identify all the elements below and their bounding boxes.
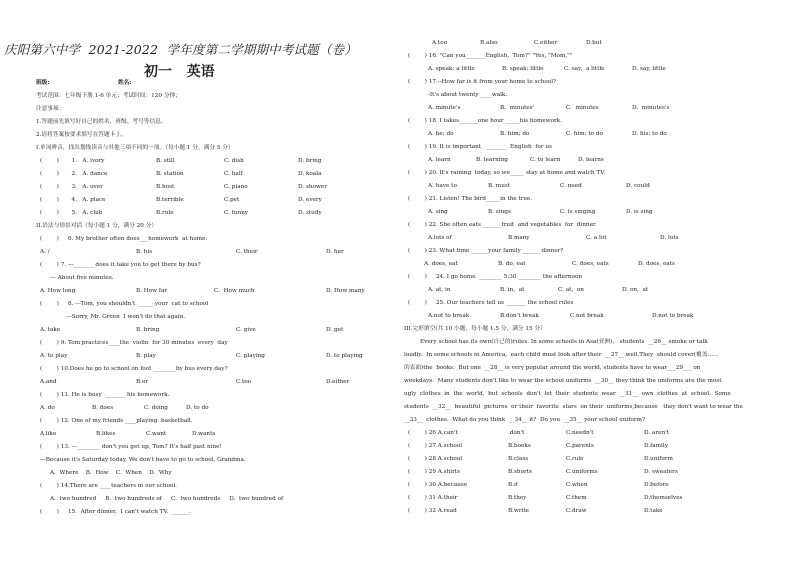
option-text: D.family — [644, 443, 668, 449]
option-text: D. lots — [660, 235, 679, 241]
option-text: D.wants — [192, 431, 216, 437]
line-text: ( ) 3. A. over — [40, 184, 103, 190]
option-text: D. to do — [186, 405, 209, 411]
line-text: —Because it's Saturday today. We don't have to go to school, Grandma. — [40, 457, 246, 463]
line-text: ( ) 16. "Can you_______English, Tom?" "Yes, "Mom,"" — [408, 53, 573, 59]
option-text: B.or — [136, 379, 149, 385]
option-text: B.terrible — [156, 197, 184, 203]
line-text: A. How long — [40, 288, 76, 294]
option-text: D.before — [644, 482, 669, 488]
line-text: ( ) 30 A.because — [408, 482, 468, 488]
option-text: D. learns — [578, 157, 604, 163]
line-text: A.too — [432, 40, 448, 46]
line-text: ( ) 23. What time ______your family ______ dinner? — [408, 248, 564, 254]
line-text: A. have to — [428, 183, 457, 189]
line-text: A. / — [40, 249, 50, 255]
exam-subtitle: 初一 英语 — [144, 64, 215, 80]
line-text: ( ) 1. A. ivory — [40, 158, 105, 164]
line-text: A.lots of — [428, 235, 452, 241]
line-text: A. two hundred B. two hundreds of C. two hundreds D. two hundred of — [50, 496, 284, 502]
option-text: D.either — [326, 379, 350, 385]
option-text: C.when — [566, 482, 588, 488]
line-text: 注意事项： — [36, 106, 65, 112]
line-text: ( ) 8. ---Tom, you shouldn't _____ your cat to school — [40, 301, 209, 307]
line-text: ( ) 29 A.shirts — [408, 469, 460, 475]
option-text: D. study — [298, 210, 322, 216]
option-text: D.but — [586, 40, 602, 46]
line-text: ( ) 2. A. dance — [40, 171, 108, 177]
line-text: I.单词辨音，找出划线读音与其他三项不同的一项。（每小题 1 分，满分 5 分） — [36, 145, 234, 151]
option-text: D. get — [326, 327, 344, 333]
line-text: weekdays. Many students don't like to wear the school uniforms __30__ they think the uniforms are the most — [404, 378, 722, 384]
option-text: C.parents — [566, 443, 594, 449]
line-text: ( ) 18. I takes ______one hour _____his homework. — [408, 118, 562, 124]
option-text: C.not break — [570, 313, 604, 319]
option-text: B. does — [92, 405, 114, 411]
option-text: B. him; do — [500, 131, 530, 137]
option-text: C.either — [534, 40, 558, 46]
option-text: B. minutes' — [500, 105, 535, 111]
line-text: students __32__ beautiful pictures or their favorite stars on their uniforms,because they don't want to wear the — [404, 404, 743, 410]
line-text: A.not to break — [428, 313, 470, 319]
option-text: C. dish — [224, 158, 244, 164]
option-text: B.books — [508, 443, 531, 449]
line-text: 1.答题前先填写好自己的姓名、班级、考号等信息。 — [36, 119, 167, 125]
option-text: C. him; to do — [566, 131, 603, 137]
option-text: D. How many — [326, 288, 365, 294]
option-text: B. still — [156, 158, 175, 164]
option-text: B.host — [156, 184, 175, 190]
option-text: B.don't break — [500, 313, 539, 319]
option-text: D. her — [326, 249, 344, 255]
line-text: A. does, eat — [424, 261, 458, 267]
line-text: ugly clothes in the world, but schools don't let their students wear __31__ own clothes at school. Some — [404, 391, 731, 397]
option-text: D. sweaters — [644, 469, 678, 475]
line-text: ( ) 27 A.school — [408, 443, 463, 449]
line-text: ( ) 13. —________ don't you get up, Tom? It's half past nine! — [40, 444, 222, 450]
line-text: 的表面)the books. But one __28__ is very popular around the world, students have to wear___29___ on — [404, 365, 701, 371]
line-text: II.语法与情景对话（每小题 1 分，满分 20 分） — [36, 223, 158, 229]
line-text: ( ) 17.--How far is it from your home to school? — [408, 79, 557, 85]
option-text: D. his; to do — [632, 131, 667, 137]
option-text: B.rule — [156, 210, 174, 216]
line-text: __33__ clothes. What do you think __34__ it? Do you __35__ your school uniform? — [404, 417, 646, 423]
option-text: D. koala — [298, 171, 322, 177]
option-text: C.too — [236, 379, 252, 385]
line-text: A. he; do — [428, 131, 454, 137]
line-text: 2.请将答案按要求填写在答题卡上。 — [36, 132, 127, 138]
option-text: D. shower — [298, 184, 327, 190]
option-text: B. must — [488, 183, 511, 189]
line-text: -It's about twenty ____walk. — [428, 92, 508, 98]
option-text: B.also — [480, 40, 498, 46]
option-text: .don't — [508, 430, 525, 436]
line-text: ( ) 32 A.read — [408, 508, 457, 514]
option-text: D. does, eats — [638, 261, 675, 267]
line-text: ( ) 6. My brother often does___homework at home. — [40, 236, 208, 242]
option-text: B. learning — [476, 157, 508, 163]
option-text: D. to playing — [326, 353, 363, 359]
option-text: B.class — [508, 456, 529, 462]
line-text: A. at, in — [428, 287, 451, 293]
line-text: ( ) 7. ---_______ does it take you to get there by bus? — [40, 262, 201, 268]
option-text: C.needn't — [566, 430, 594, 436]
line-text: ( ) 15. After dinner, I can't watch TV. ______. — [40, 509, 191, 515]
line-text: A.like — [40, 431, 57, 437]
option-text: C.want — [146, 431, 167, 437]
line-text: Every school has its own(自己的)rules. In some schools in Asa(亚洲)， students __26__ smoke or talk — [420, 339, 708, 345]
line-text: ( ) 25. Our teachers tell us _______ the school rules — [408, 300, 574, 306]
line-text: ( ) 24. I go home ________ 5:30 ________ the afternoon — [408, 274, 583, 280]
option-text: C. does, eats — [572, 261, 609, 267]
option-text: C.rule — [566, 456, 584, 462]
option-text: D.uniform — [644, 456, 673, 462]
option-text: C. is singing — [560, 209, 596, 215]
option-text: D. is sing — [626, 209, 653, 215]
line-text: ( ) 19. It is important _______ English for us — [408, 144, 552, 150]
option-text: C. say, a little — [564, 66, 605, 72]
line-text: ( ) 9. Tom practices____the violin for 30 minutes every day — [40, 340, 228, 346]
option-text: B.write — [508, 508, 530, 514]
line-text: ( ) 5. A. club — [40, 210, 103, 216]
option-text: B. his — [136, 249, 153, 255]
option-text: C. a lot — [586, 235, 607, 241]
option-text: C.them — [566, 495, 587, 501]
option-text: D.themselves — [644, 495, 683, 501]
line-text: ( ) 21. Listen! The bird_____in the tree. — [408, 196, 533, 202]
line-text: 考试范围：七年级下册 1-6 单元；考试时间：120 分钟； — [36, 93, 181, 99]
option-text: C.pet — [224, 197, 240, 203]
line-text: A. minute's — [428, 105, 461, 111]
line-text: A. Where B. How C. When D. Why — [50, 470, 172, 476]
line-text: ( ) 31 A.their — [408, 495, 458, 501]
option-text: B. bring — [136, 327, 160, 333]
line-text: A.and — [40, 379, 57, 385]
option-text: C.uniforms — [566, 469, 598, 475]
option-text: C. give — [236, 327, 256, 333]
line-text: III.完形填空(共 10 小题，每小题 1.5 分，满分 15 分） — [404, 326, 546, 332]
option-text: B. sings — [488, 209, 511, 215]
line-text: 班级: — [36, 80, 50, 86]
option-text: C.draw — [566, 508, 587, 514]
option-text: B.they — [508, 495, 527, 501]
line-text: ( ) 26 A.can't — [408, 430, 458, 436]
option-text: C. minutes — [566, 105, 599, 111]
line-text: A. take — [40, 327, 61, 333]
line-text: A. learn — [428, 157, 451, 163]
line-text: ( ) 12. One of my friends ____playing basketball. — [40, 418, 193, 424]
option-text: C. funny — [224, 210, 249, 216]
option-text: B. station — [156, 171, 184, 177]
line-text: A. sing — [428, 209, 448, 215]
option-text: D. aren't — [644, 430, 669, 436]
option-text: B. in, at — [500, 287, 525, 293]
option-text: C. at, on — [558, 287, 584, 293]
option-text: C. to learn — [530, 157, 561, 163]
line-text: A. speak; a little — [428, 66, 475, 72]
line-text: A. do — [40, 405, 55, 411]
option-text: C. need — [560, 183, 582, 189]
line-text: ---Sorry, Mr. Green I won't do that again. — [66, 314, 186, 320]
option-text: B.likes — [96, 431, 116, 437]
option-text: D. minutes's — [632, 105, 670, 111]
option-text: B. How far — [136, 288, 168, 294]
option-text: B.if — [508, 482, 518, 488]
line-text: ( ) 20. It's raining today, so we_____ stay at home and watch TV. — [408, 170, 606, 176]
line-text: --- About five minutes. — [50, 275, 114, 281]
option-text: B.many — [508, 235, 530, 241]
option-text: B. speak; little — [502, 66, 544, 72]
line-text: 姓名: — [118, 80, 132, 86]
option-text: D.take — [644, 508, 663, 514]
line-text: ( ) 4. A. place — [40, 197, 106, 203]
line-text: ( ) 22. She often eats ______ fruit and vegetables for dinner. — [408, 222, 597, 228]
option-text: B.shorts — [508, 469, 532, 475]
option-text: D. every — [298, 197, 322, 203]
option-text: C. half — [224, 171, 243, 177]
line-text: loudly. In some schools in America, each child must look after their __27__ well.They should cover(覆盖…… — [404, 352, 719, 358]
option-text: D.not to break — [652, 313, 694, 319]
option-text: B. do, eat — [498, 261, 526, 267]
option-text: D. say, little — [632, 66, 666, 72]
option-text: C. playing — [236, 353, 265, 359]
option-text: C. How much — [214, 288, 255, 294]
option-text: C. piano — [224, 184, 248, 190]
option-text: D. on, at — [622, 287, 649, 293]
option-text: C. doing — [144, 405, 168, 411]
line-text: ( ) 28 A.school — [408, 456, 463, 462]
line-text: A. to play — [40, 353, 68, 359]
option-text: C. their — [236, 249, 258, 255]
line-text: ( ) 10.Does he go to school on foot ________by bus every day? — [40, 366, 228, 372]
exam-title: 庆阳第六中学 2021-2022 学年度第二学期期中考试题（卷） — [4, 42, 358, 57]
line-text: ( ) 11. He is busy _______ his homework. — [40, 392, 170, 398]
line-text: ( ) 14.There are ____teachers in our school. — [40, 483, 177, 489]
option-text: B. play — [136, 353, 156, 359]
option-text: D. could — [626, 183, 650, 189]
option-text: D. bring — [298, 158, 322, 164]
